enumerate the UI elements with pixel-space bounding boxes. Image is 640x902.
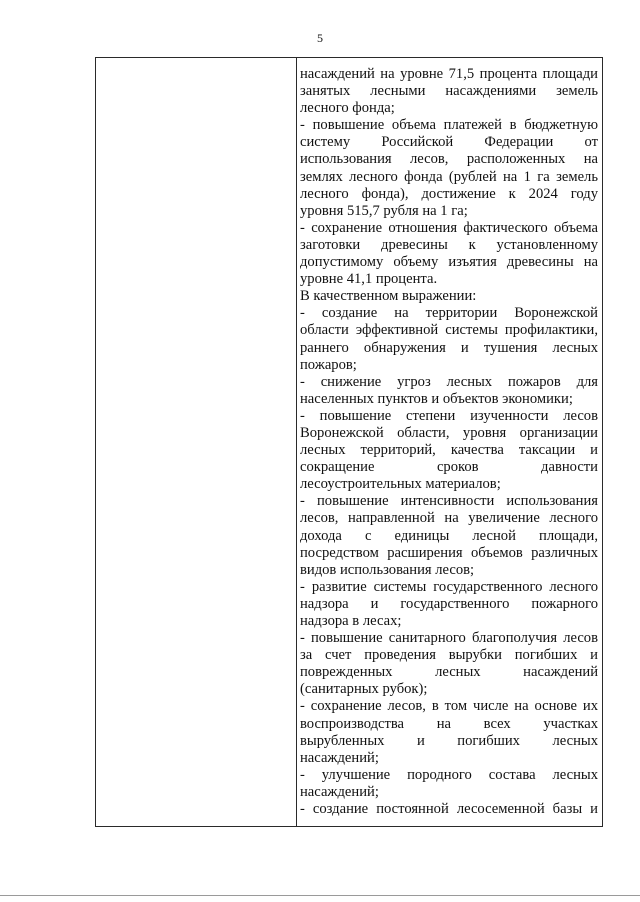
text-line: дохода с единицы лесной площади, [300, 527, 598, 544]
text-line: - развитие системы государственного лесного [300, 578, 598, 595]
text-line: уровне 41,1 процента. [300, 271, 438, 288]
text-line: занятых лесными насаждениями земель [300, 83, 598, 100]
text-line: видов использования лесов; [300, 561, 475, 578]
text-line: - создание на территории Воронежской [300, 305, 598, 322]
text-line: - создание постоянной лесосеменной базы и [300, 801, 598, 818]
text-line: пожаров; [300, 356, 357, 373]
text-line: насаждений; [300, 749, 379, 766]
text-line: насаждений на уровне 71,5 процента площади [300, 66, 598, 82]
page-number: 5 [317, 31, 323, 45]
text-line: лесного фонда), достижение к 2024 году [300, 185, 598, 202]
text-line: допустимому объему изъятия древесины на [300, 254, 598, 271]
text-line: - снижение угроз лесных пожаров для [300, 373, 598, 390]
text-line: населенных пунктов и объектов экономики; [300, 390, 573, 407]
text-line: за счет проведения вырубки погибших и [300, 647, 598, 664]
text-line: раннего обнаружения и тушения лесных [300, 339, 598, 356]
text-line: Воронежской области, уровня организации [300, 424, 598, 441]
text-line: поврежденных лесных насаждений [300, 664, 598, 681]
table-right-cell [297, 58, 602, 826]
text-line: лесоустроительных материалов; [300, 476, 501, 493]
text-line: (санитарных рубок); [300, 681, 428, 698]
text-line: сокращение сроков давности [300, 459, 598, 476]
text-line: заготовки древесины к установленному [300, 236, 598, 253]
text-line: систему Российской Федерации от [300, 134, 598, 151]
text-line: уровня 515,7 рубля на 1 га; [300, 202, 468, 219]
text-line: области эффективной системы профилактики, [300, 322, 598, 339]
text-line: лесов, направленной на увеличение лесного [300, 510, 598, 527]
text-line: - повышение объема платежей в бюджетную [300, 117, 598, 134]
table-left-cell [96, 58, 297, 826]
text-line: вырубленных и погибших лесных [300, 732, 598, 749]
text-line: насаждений; [300, 783, 379, 800]
page-bottom-rule [0, 895, 640, 896]
text-line: лесного фонда; [300, 100, 395, 117]
text-line: посредством расширения объемов различных [300, 544, 598, 561]
text-line: - повышение степени изученности лесов [300, 407, 598, 424]
text-line: - улучшение породного состава лесных [300, 766, 598, 783]
text-line: - повышение санитарного благополучия лесов [300, 630, 598, 647]
text-line: использования лесов, расположенных на [300, 151, 598, 168]
text-line: воспроизводства на всех участках [300, 715, 598, 732]
document-table [95, 57, 603, 827]
text-line: лесных территорий, качества таксации и [300, 442, 598, 459]
text-line: В качественном выражении: [300, 288, 477, 305]
text-line: землях лесного фонда (рублей на 1 га земель [300, 168, 598, 185]
text-line: надзора в лесах; [300, 613, 402, 629]
text-line: надзора и государственного пожарного [300, 595, 598, 612]
text-line: - сохранение отношения фактического объема [300, 219, 598, 236]
text-line: - сохранение лесов, в том числе на основе их [300, 698, 598, 715]
text-line: - повышение интенсивности использования [300, 493, 598, 510]
